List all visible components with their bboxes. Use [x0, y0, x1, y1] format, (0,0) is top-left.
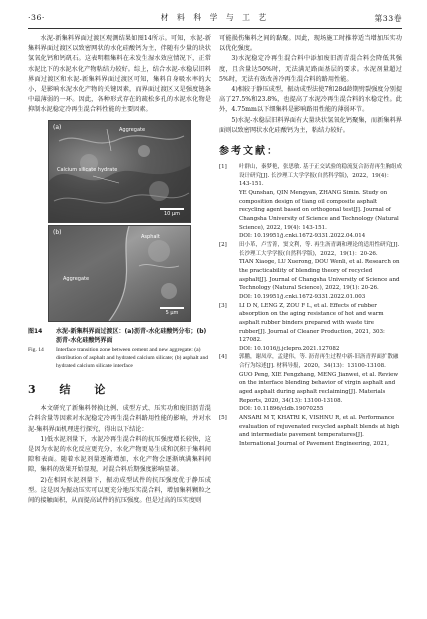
body-paragraph: 水泥-新集料界面过渡区观测结果如图14所示。可知，水泥-新集料界面过渡区以致密网状的水化硅酸钙为主，伴随有少量的块状氢氧化钙和钙矾石。这表明粗集料在未发生湿水效应情况下，正常水泥比下的水泥水化产物粘结力较好。综上，结合水泥-水稳层旧料界面过渡区和水泥-新集料界面过渡区可知，集料自身吸水率的大小，是影响水泥水化产物的关键因素，而界面过渡区又是强度链条中最薄弱的一环。因此，各种形式存在的疏松多孔的水泥水化物是抑制水泥稳定冷再生混合料性能的主要因素。 [28, 35, 211, 114]
reference-item: DOI: 10.19951/j.cnki.1672-9331.2022.04.014 [239, 233, 366, 240]
reference-item: [5] ANSARI M T, KHATRI K, VISHNU R, et al. Performance evaluation of rejuvenated recycled asphalt blends at high and intermediate pavement temperatures[J]. International Journal of Pavement Engineering, 2021, [219, 415, 400, 448]
label-aggregate-b: Aggregate [63, 275, 90, 282]
figure-caption-cn [28, 327, 211, 345]
label-csh-a: Calcium silicate hydrate [57, 166, 118, 173]
right-column [219, 34, 402, 449]
panel-tag-a: (a) [53, 123, 62, 131]
body-paragraph: 可能损伤集料之间的黏聚。因此，现场施工时推荐适当增加压实功以优化强度。 [219, 35, 402, 53]
reference-item: YE Qunshan, QIN Mengyan, ZHANG Simin. Study on composition design of tiang oil composite asphalt recycling agent based on orthogonal test[J]. Journal of Changsha University of Science and Technology (Natural Science), 2022, 19(4): 143-151. [239, 190, 399, 231]
figure-caption-en [28, 346, 211, 371]
scale-bar-b: 5 μm [160, 307, 184, 315]
reference-item: DOI: 10.1016/j.jclepro.2021.127082 [239, 345, 340, 352]
body-paragraph: 1)低水泥剂量下，水泥冷再生混合料的抗压强度增长较快，这是因为水泥的水化反应更充分，水化产物更易生成和沉积于集料间隙和表面。随着水泥剂量逐渐增加，水化产物会逐渐填满集料间隙，集料的效果开始显现，对混合料后期强度影响显著。 [28, 435, 211, 474]
label-asphalt-b: Asphalt [141, 233, 160, 240]
reference-item: DOI: 10.19951/j.cnki.1672-9331.2022.01.003 [239, 293, 366, 300]
section-heading-conclusions: 3 结 论 [28, 383, 116, 397]
reference-item: [2] 田小革，卢雪菁，窦文利，等. 再生沥青调和理论的适用性研究[J]. 长沙理工大学学报(自然科学版)，2022，19(1)：20-26. [219, 241, 400, 257]
figure-14 [48, 120, 189, 322]
label-aggregate-a: Aggregate [119, 126, 146, 133]
left-column [28, 34, 211, 506]
references-list [219, 163, 402, 449]
reference-item: [1] 叶群山，秦梦艳，张思敏. 基于正交试验的稳流复合沥青再生胸组成设计研究[J]. 长沙理工大学学报(自然科学版)，2022，19(4)：143-151. [219, 164, 402, 188]
references-heading: 参考文献： [219, 146, 279, 158]
caption-en-text: Interface transition zone between cement and new aggregate: (a) distribution of asphalt and hydrated calcium silicate; (b) asphalt and hydrated calcium silicate interface [56, 346, 209, 370]
caption-cn-label: 图14 [28, 327, 43, 335]
reference-item: [3] LI D N, LENG Z, ZOU F L, et al. Effects of rubber absorption on the aging resistance of hot and warm asphalt rubber binders prepared with waste tire rubber[J]. Journal of Cleaner Production, 2021, 303: 127082. [219, 302, 385, 344]
caption-en-label: Fig. 14 [28, 346, 44, 353]
body-paragraph: 3)水泥稳定冷再生混合料中添加废旧沥青混合料会降低其强度，且含量达50%时，无法满足路面基层的要求。水泥剂量超过5%时，无法有效改善冷再生混合料的路用性能。 [219, 55, 402, 83]
body-paragraph: 5)水泥-水稳层旧料界面有大量块状氢氧化钙聚集，而新集料界面则以致密网状水化硅酸钙为主，粘结力较好。 [219, 116, 402, 134]
reference-item: TIAN Xiaoge, LU Xuerong, DOU Wenli, et al. Research on the practicability of blending theory of recycled asphalt[J]. Journal of Changsha University of Science and Technology (Natural Science), 2022, 19(1): 20-26. [239, 259, 400, 292]
caption-cn-text: 水泥-新集料界面过渡区：(a)沥青-水化硅酸钙分布；(b)沥青-水化硅酸钙界面 [56, 327, 207, 344]
journal-title: 材 料 科 学 与 工 艺 [160, 13, 270, 22]
reference-item: GUO Peng, XIE Fengzhang, MENG Jianwei, et al. Review on the interface blending behavior of virgin asphalt and aged asphalt during asphalt reclaiming[J]. Materials Reports, 2020, 34(13): 13100-13108. [239, 371, 399, 404]
header-rule [28, 28, 402, 29]
page-header [28, 12, 402, 26]
volume-label: 第33卷 [374, 14, 402, 23]
reference-item: [4] 郭鹏，谢凤章，孟建伟，等. 沥青再生过程中新-旧沥青界面扩散融合行为综述[J]. 材料导报，2020，34(13)：13100-13108. [219, 354, 399, 370]
page-number: ·36· [28, 13, 45, 22]
sem-image-a [48, 120, 191, 223]
scale-bar-a: 10 μm [160, 208, 184, 216]
sem-image-b [48, 225, 191, 322]
reference-item: DOI: 10.11896/cldb.19070255 [239, 406, 324, 413]
panel-tag-b: (b) [53, 228, 62, 236]
body-paragraph: 4)相较于静压成型，振动成型法使7和28d龄期劈裂强度分别提高了27.5%和23.8%，也提高了水泥冷再生混合料的水稳定性。此外，4.75mm以下细集料是影响路用性能的薄弱环节。 [219, 86, 403, 114]
body-paragraph: 2)在相同水泥剂量下，振动成型试件的抗压强度优于静压成型。这是因为振动压实可以更充分地压实混合料，增加集料颗粒之间的接触面积，从而提高试件的抗压强度。但是过高的压实度则 [28, 476, 211, 505]
body-paragraph: 本文研究了新集料替换比例、成型方式、压实功和废旧沥青混合料含量等因素对水泥稳定冷再生混合料路用性能的影响，并对水泥-集料界面机理进行探究，得出以下结论： [28, 405, 211, 433]
